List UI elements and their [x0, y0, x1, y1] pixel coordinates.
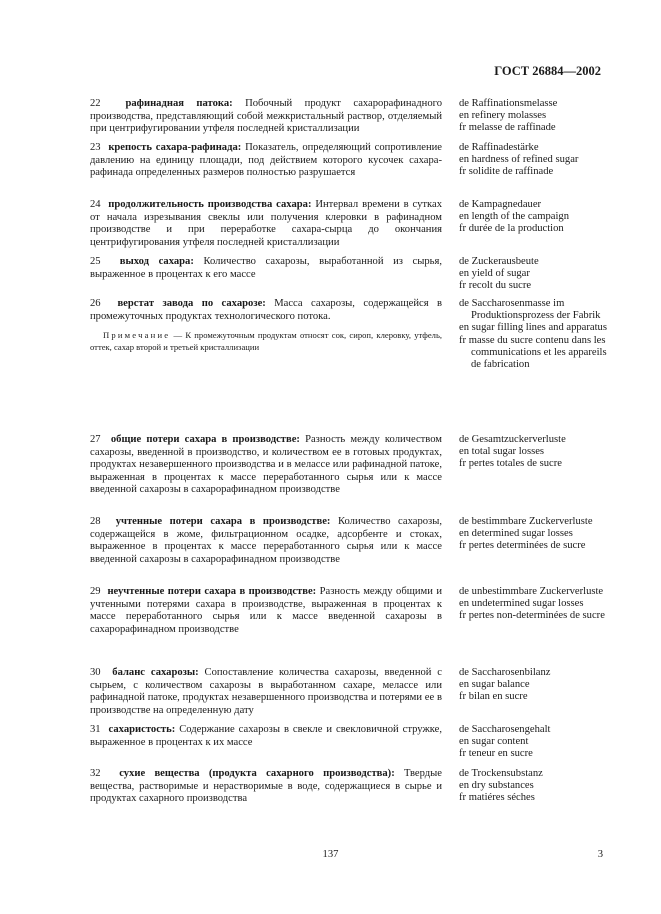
equivalent-en: en total sugar losses [459, 446, 545, 458]
definition [90, 516, 442, 566]
term-number: 22 [90, 98, 101, 109]
equivalent-de: de Kampagnedauer [459, 199, 542, 210]
term-definition: Количество сахарозы, выработанной из сырья, выраженное в процентах к его массе [90, 256, 443, 280]
term-name: сухие вещества (продукта сахарного производства): [119, 768, 395, 779]
equivalent-de: de Raffinadestärke [459, 142, 539, 153]
term-definition: Сопоставление количества сахарозы, введенной с сырьем, с количеством сахарозы в выработанном сахаре, мелассе или рафинадной патоке, продуктах незавершенного производства и потерями ее в производстве на определенную дату [90, 667, 442, 716]
equivalent-de: de Gesamtzuckerverluste [459, 434, 566, 445]
sheet-number: 3 [597, 849, 603, 860]
term-name: верстат завода по сахарозе: [117, 298, 266, 309]
equivalent-en: en sugar balance [459, 679, 530, 691]
definition [90, 98, 442, 136]
term-name: баланс сахарозы: [112, 667, 199, 678]
term-name: учтенные потери сахара в производстве: [115, 516, 331, 527]
standard-header: ГОСТ 26884—2002 [494, 64, 601, 78]
equivalent-en: en determined sugar losses [459, 528, 573, 540]
term-name: сахаристость: [108, 724, 176, 735]
foreign-equivalents [459, 586, 609, 623]
definition [90, 586, 442, 636]
term-definition: Интервал времени в сутках от начала изрезывания свеклы или получения клеровки в рафинадном производстве и при переработке сахара-сырца до окончания центрифугирования утфеля последней кристаллизации [90, 199, 442, 248]
term-name: выход сахара: [119, 256, 194, 267]
term-definition: Разность между количеством сахарозы, введенной в производство, и количеством ее в готовых продуктах, продуктах незавершенного производства и в мелассе или рафинадной патоке, выраженная в процентах к массе переработанного сырья или к массе введенной сахарозы в сахарорафинадном производстве [90, 434, 443, 496]
term-number: 24 [90, 199, 101, 210]
foreign-equivalents [459, 98, 609, 135]
term-number: 25 [90, 256, 101, 267]
term-definition: Содержание сахарозы в свекле и свекловичной стружке, выраженное в процентах к их массе [90, 724, 443, 748]
term-number: 28 [90, 516, 101, 527]
equivalent-fr: fr melasse de raffinade [459, 122, 556, 134]
note [90, 330, 442, 353]
equivalent-en: en sugar filling lines and apparatus [459, 322, 607, 334]
foreign-equivalents [459, 298, 609, 371]
equivalent-de: de Trockensubstanz [459, 768, 543, 779]
definition [90, 199, 442, 249]
term-definition: Твердые вещества, растворимые и нерастворимые в воде, содержащиеся в сырье и продуктах сахарного производства [90, 768, 443, 805]
equivalent-fr: fr masse du sucre contenu dans les communications et les appareils de fabrication [459, 334, 607, 371]
foreign-equivalents [459, 516, 609, 553]
definition [90, 667, 442, 717]
equivalent-en: en length of the campaign [459, 211, 570, 223]
equivalent-de: de bestimmbare Zuckerverluste [459, 516, 593, 527]
equivalent-de: de Saccharosenmasse im Produktionsprozess der Fabrik [459, 298, 601, 322]
term-definition: Масса сахарозы, содержащейся в промежуточных продуктах технологического потока. [90, 298, 443, 322]
term-definition: Побочный продукт сахарорафинадного производства, представляющий собой межкристальный раствор, отделяемый при центрифугировании утфеля последней кристаллизации [90, 98, 442, 135]
term-definition: Разность между общими и учтенными потерями сахара в производстве, выраженная в процентах к массе переработанного сырья или к массе введенной сахарозы в сахарорафинадном производстве [90, 586, 443, 635]
equivalent-de: de Saccharosenbilanz [459, 667, 551, 678]
equivalent-de: de Raffinationsmelasse [459, 98, 558, 109]
term-number: 32 [90, 768, 101, 779]
equivalent-en: en sugar content [459, 736, 529, 748]
term-definition: Количество сахарозы, содержащейся в жоме, фильтрационном осадке, адсорбенте и стоках, выраженное в процентах к массе переработанного сырья или к массе введенной сахарозы в сахарорафинадном производстве [90, 516, 442, 565]
equivalent-en: en refinery molasses [459, 110, 547, 122]
equivalent-fr: fr recolt du sucre [459, 280, 532, 292]
foreign-equivalents [459, 724, 609, 761]
equivalent-en: en undetermined sugar losses [459, 598, 584, 610]
page-number: 137 [322, 849, 339, 860]
definition [90, 768, 442, 806]
term-number: 31 [90, 724, 101, 735]
equivalent-en: en dry substances [459, 780, 534, 792]
term-name: общие потери сахара в производстве: [110, 434, 300, 445]
definition [90, 724, 442, 749]
term-name: неучтенные потери сахара в производстве: [107, 586, 317, 597]
equivalent-de: de Zuckerausbeute [459, 256, 539, 267]
equivalent-en: en hardness of refined sugar [459, 154, 579, 166]
foreign-equivalents [459, 768, 609, 805]
foreign-equivalents [459, 142, 609, 179]
equivalent-de: de Saccharosengehalt [459, 724, 551, 735]
foreign-equivalents [459, 667, 609, 704]
note-text: — К промежуточным продуктам относят сок, сироп, клеровку, утфель, оттек, сахар второй и третьей кристаллизации [90, 330, 443, 352]
term-name: рафинадная патока: [125, 98, 233, 109]
foreign-equivalents [459, 256, 609, 293]
definition [90, 298, 442, 353]
definition [90, 142, 442, 180]
equivalent-fr: fr pertes non-determinées de sucre [459, 610, 605, 622]
equivalent-fr: fr bilan en sucre [459, 691, 528, 703]
term-number: 27 [90, 434, 101, 445]
definition [90, 256, 442, 281]
foreign-equivalents [459, 434, 609, 471]
equivalent-de: de unbestimmbare Zuckerverluste [459, 586, 604, 597]
term-number: 26 [90, 298, 101, 309]
term-number: 23 [90, 142, 101, 153]
equivalent-fr: fr teneur en sucre [459, 748, 533, 760]
equivalent-fr: fr matiéres séches [459, 792, 535, 804]
term-number: 30 [90, 667, 101, 678]
note-label: Примечание [102, 330, 171, 341]
equivalent-fr: fr pertes determinées de sucre [459, 540, 586, 552]
equivalent-en: en yield of sugar [459, 268, 530, 280]
equivalent-fr: fr solidite de raffinade [459, 166, 554, 178]
term-number: 29 [90, 586, 101, 597]
foreign-equivalents [459, 199, 609, 236]
equivalent-fr: fr durée de la production [459, 223, 564, 235]
definition [90, 434, 442, 497]
term-name: продолжительность производства сахара: [108, 199, 312, 210]
term-name: крепость сахара-рафинада: [108, 142, 242, 153]
term-definition: Показатель, определяющий сопротивление давлению на единицу площади, под действием которого кусочек сахара-рафинада определенных размеров полностью разрушается [90, 142, 442, 179]
equivalent-fr: fr pertes totales de sucre [459, 458, 562, 470]
